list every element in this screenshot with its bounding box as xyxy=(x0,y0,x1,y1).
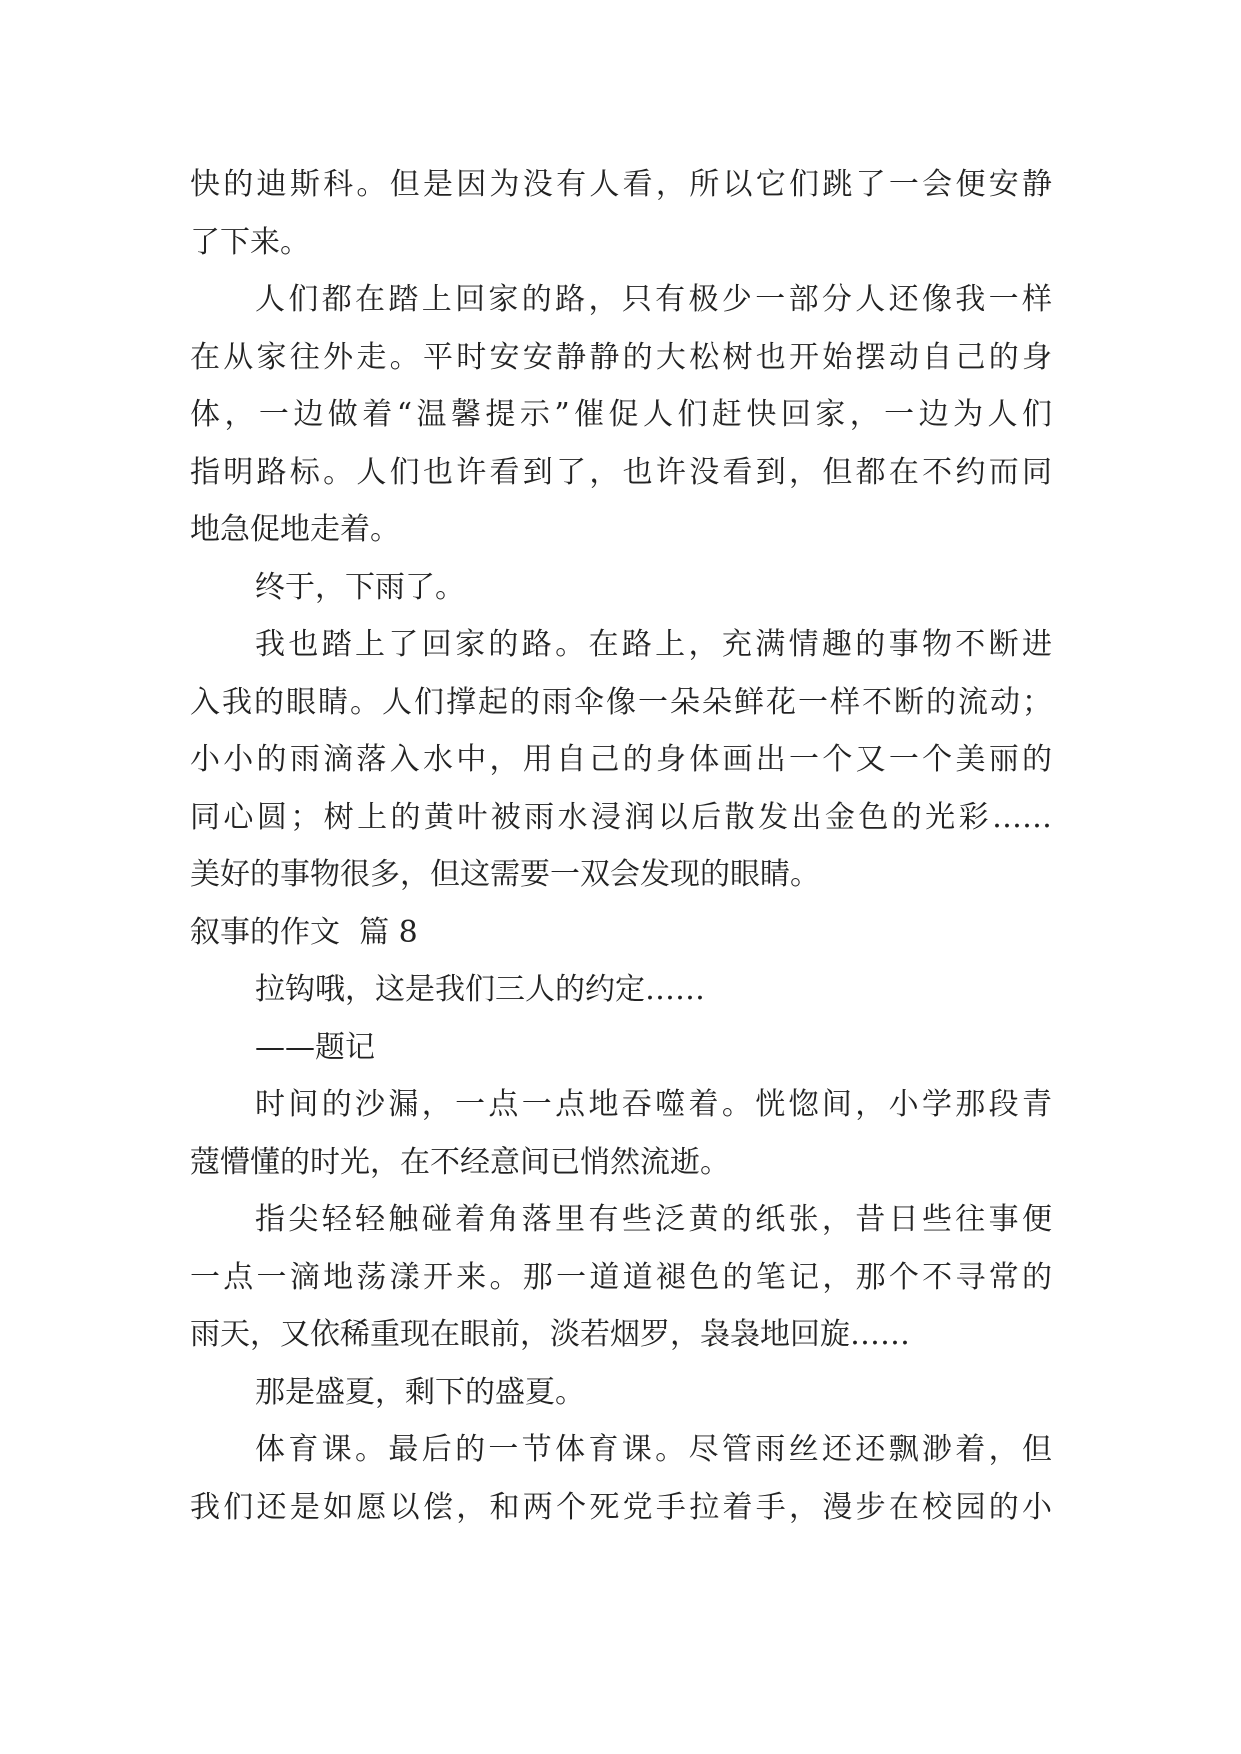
text-line: 人们都在踏上回家的路，只有极少一部分人还像我一样 xyxy=(255,282,1052,317)
text-line: 体育课。最后的一节体育课。尽管雨丝还还飘渺着，但 xyxy=(255,1432,1052,1467)
text-line: 终于，下雨了。 xyxy=(255,569,465,605)
text-line: 蔻懵懂的时光，在不经意间已悄然流逝。 xyxy=(190,1144,730,1180)
text-line: 同心圆；树上的黄叶被雨水浸润以后散发出金色的光彩…… xyxy=(190,799,1052,835)
text-line: 我们还是如愿以偿，和两个死党手拉着手，漫步在校园的小 xyxy=(190,1489,1052,1525)
text-line: 快的迪斯科。但是因为没有人看，所以它们跳了一会便安静 xyxy=(190,167,1052,202)
text-line: 那是盛夏，剩下的盛夏。 xyxy=(255,1374,585,1410)
text-line: 美好的事物很多，但这需要一双会发现的眼睛。 xyxy=(190,857,820,892)
text-line: 体，一边做着“温馨提示”催促人们赶快回家，一边为人们 xyxy=(190,397,1052,432)
text-line: 小小的雨滴落入水中，用自己的身体画出一个又一个美丽的 xyxy=(190,742,1052,777)
epigraph-attribution: ——题记 xyxy=(255,1029,375,1065)
text-line: 指尖轻轻触碰着角落里有些泛黄的纸张，昔日些往事便 xyxy=(255,1202,1052,1237)
section-heading: 叙事的作文 篇 8 xyxy=(190,914,418,950)
text-line: 地急促地走着。 xyxy=(190,512,400,547)
text-line: 指明路标。人们也许看到了，也许没看到，但都在不约而同 xyxy=(190,454,1052,490)
document-body xyxy=(190,156,1052,1536)
text-line: 时间的沙漏，一点一点地吞噬着。恍惚间，小学那段青 xyxy=(255,1087,1052,1122)
text-line: 雨天，又依稀重现在眼前，淡若烟罗，袅袅地回旋…… xyxy=(190,1317,910,1352)
text-line: 一点一滴地荡漾开来。那一道道褪色的笔记，那个不寻常的 xyxy=(190,1259,1052,1295)
text-line: 我也踏上了回家的路。在路上，充满情趣的事物不断进 xyxy=(255,627,1052,662)
text-line: 在从家往外走。平时安安静静的大松树也开始摆动自己的身 xyxy=(190,339,1052,375)
text-line: 了下来。 xyxy=(190,224,310,260)
text-line: 入我的眼睛。人们撑起的雨伞像一朵朵鲜花一样不断的流动； xyxy=(190,684,1052,720)
text-line: 拉钩哦，这是我们三人的约定…… xyxy=(255,972,705,1007)
